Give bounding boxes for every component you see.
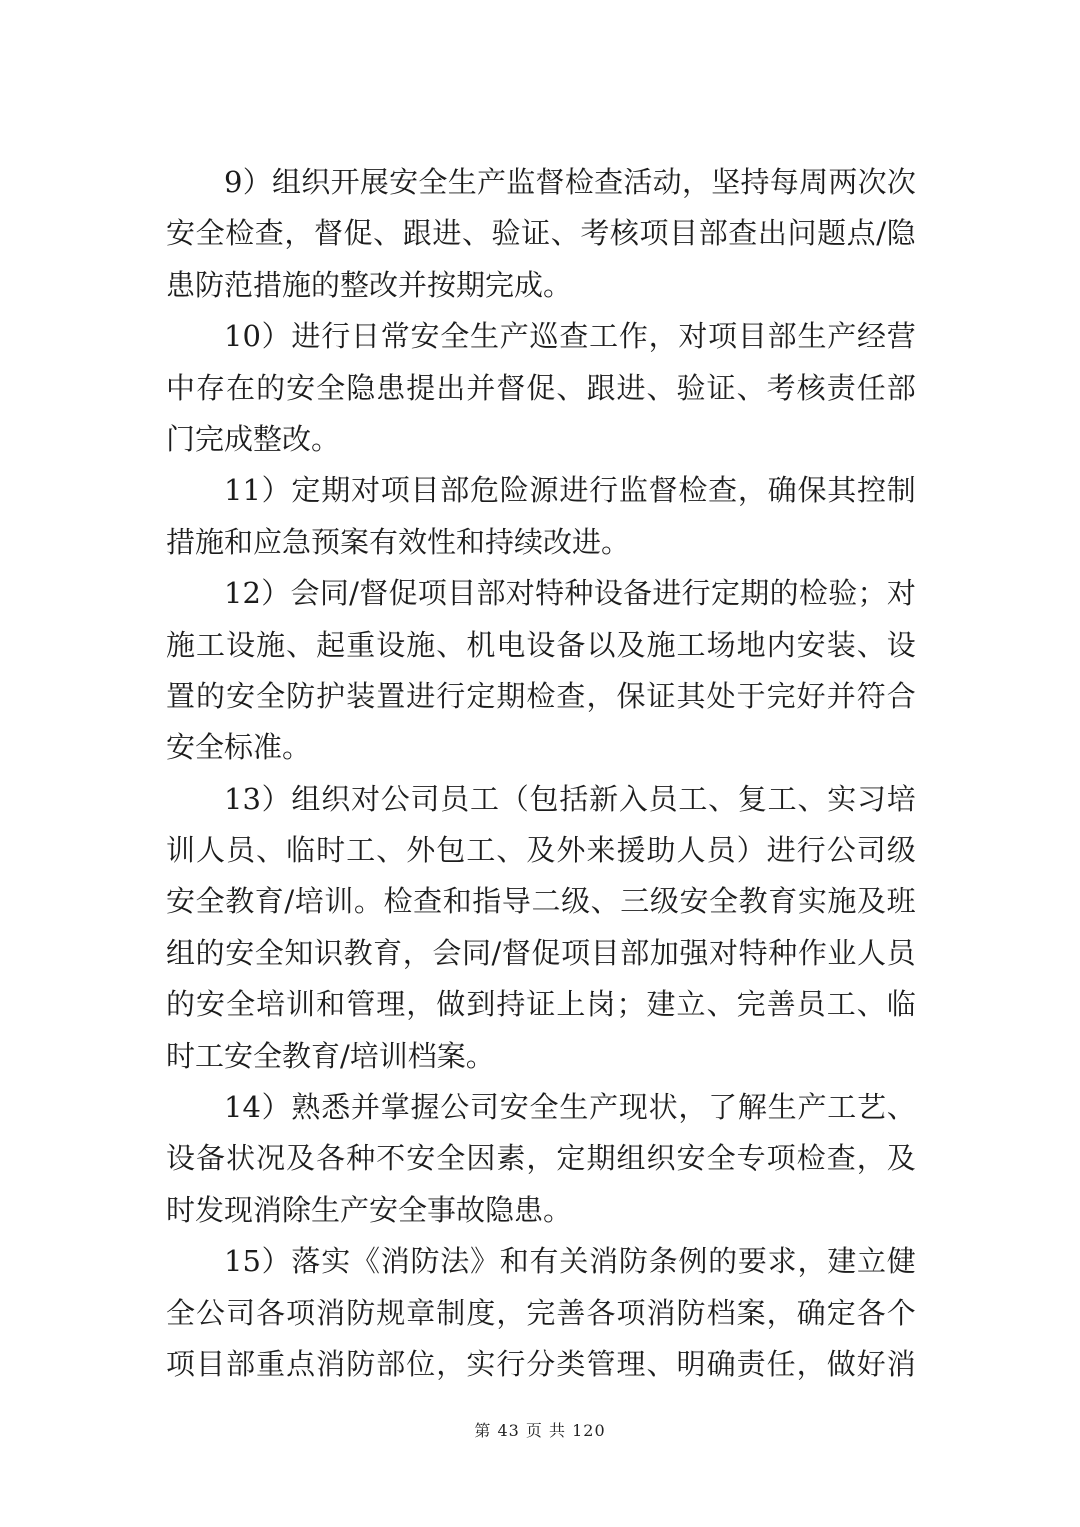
text-line: 9 ） 组 织 开 展 安 全 生 产 监 督 检 查 活 动 ， 坚 持 每 周 两 次 次: [224, 165, 916, 199]
text-line: 全 公 司 各 项 消 防 规 章 制 度 ， 完 善 各 项 消 防 档 案 ， 确 定 各 个: [166, 1295, 916, 1330]
text-line: 10 ） 进 行 日 常 安 全 生 产 巡 查 工 作 ， 对 项 目 部 生 产 经 营: [224, 319, 916, 354]
paragraph: [166, 1082, 916, 1236]
text-line: 训 人 员 、 临 时 工 、 外 包 工 、 及 外 来 援 助 人 员 ） 进 行 公 司 级: [166, 833, 916, 868]
text-line: 施 工 设 施 、 起 重 设 施 、 机 电 设 备 以 及 施 工 场 地 内 安 装 、 设: [166, 627, 916, 662]
paragraph: [166, 1236, 916, 1390]
document-body: [166, 157, 916, 1390]
paragraph: [166, 774, 916, 1082]
text-line: 14 ） 熟 悉 并 掌 握 公 司 安 全 生 产 现 状 ， 了 解 生 产 工 艺 、: [224, 1090, 916, 1125]
text-line: 15 ） 落 实 《 消 防 法 》 和 有 关 消 防 条 例 的 要 求 ， 建 立 健: [224, 1244, 916, 1279]
paragraph: [166, 311, 916, 465]
text-line: 的 安 全 培 训 和 管 理 ， 做 到 持 证 上 岗 ； 建 立 、 完 善 员 工 、 临: [166, 987, 916, 1022]
text-line: 11 ） 定 期 对 项 目 部 危 险 源 进 行 监 督 检 查 ， 确 保 其 控 制: [224, 473, 916, 508]
text-line: 安 全 检 查 ， 督 促 、 跟 进 、 验 证 、 考 核 项 目 部 查 出 问 题 点 / 隐: [166, 216, 916, 251]
text-line: 措施和应急预案有效性和持续改进。: [166, 524, 631, 559]
text-line: 设 备 状 况 及 各 种 不 安 全 因 素 ， 定 期 组 织 安 全 专 项 检 查 ， 及: [166, 1141, 916, 1176]
paragraph: [166, 465, 916, 568]
text-line: 项 目 部 重 点 消 防 部 位 ， 实 行 分 类 管 理 、 明 确 责 任 ， 做 好 消: [166, 1346, 916, 1381]
text-line: 13 ） 组 织 对 公 司 员 工 （ 包 括 新 入 员 工 、 复 工 、 实 习 培: [224, 781, 916, 816]
text-line: 时工安全教育/培训档案。: [166, 1038, 495, 1073]
paragraph: [166, 157, 916, 311]
text-line: 门完成整改。: [166, 421, 341, 456]
text-line: 患防范措施的整改并按期完成。: [166, 267, 573, 302]
text-line: 置 的 安 全 防 护 装 置 进 行 定 期 检 查 ， 保 证 其 处 于 完 好 并 符 合: [166, 678, 916, 713]
text-line: 时发现消除生产安全事故隐患。: [166, 1192, 573, 1227]
text-line: 12 ） 会 同 / 督 促 项 目 部 对 特 种 设 备 进 行 定 期 的 检 验 ； 对: [224, 576, 916, 611]
page-number-footer: 第 43 页 共 120: [474, 1421, 606, 1440]
text-line: 中 存 在 的 安 全 隐 患 提 出 并 督 促 、 跟 进 、 验 证 、 考 核 责 任 部: [166, 370, 916, 405]
text-line: 安 全 教 育 / 培 训 。 检 查 和 指 导 二 级 、 三 级 安 全 教 育 实 施 及 班: [166, 884, 916, 919]
paragraph: [166, 568, 916, 774]
text-line: 安全标准。: [166, 730, 312, 765]
text-line: 组 的 安 全 知 识 教 育 ， 会 同 / 督 促 项 目 部 加 强 对 特 种 作 业 人 员: [166, 935, 916, 970]
